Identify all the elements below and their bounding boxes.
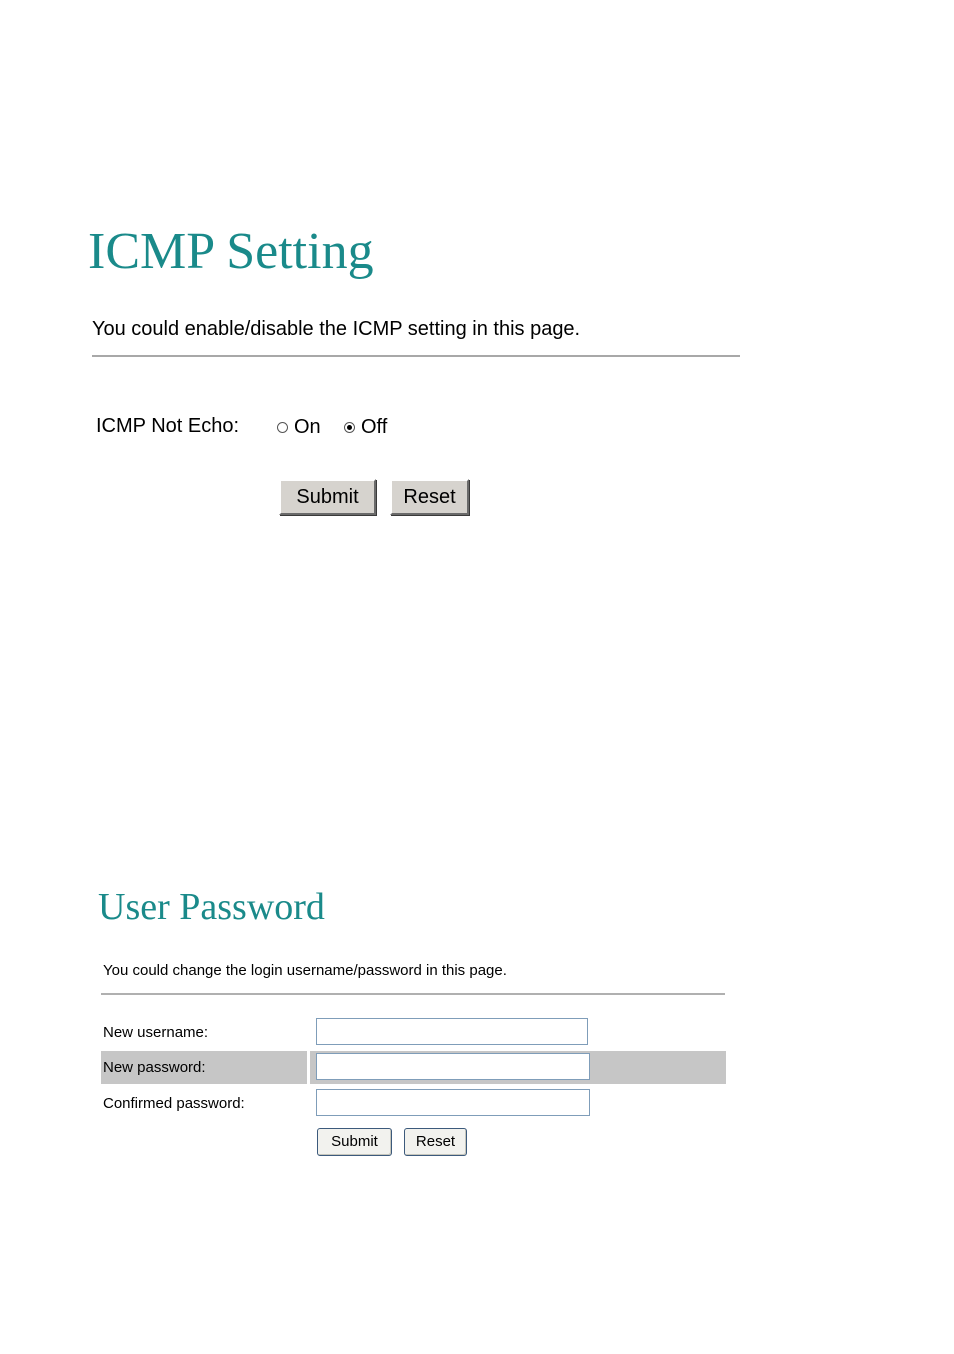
radio-on-label: On <box>294 416 321 438</box>
password-divider <box>101 993 725 995</box>
new-username-input[interactable] <box>316 1018 588 1045</box>
new-password-input[interactable] <box>316 1053 590 1080</box>
icmp-not-echo-label: ICMP Not Echo: <box>96 415 240 437</box>
icmp-page-title: ICMP Setting <box>88 223 374 280</box>
password-submit-button[interactable]: Submit <box>317 1128 392 1156</box>
radio-on-icon[interactable] <box>277 422 288 433</box>
icmp-radio-on[interactable] <box>277 414 321 440</box>
icmp-radio-off[interactable] <box>344 414 387 440</box>
confirmed-password-input[interactable] <box>316 1089 590 1116</box>
new-username-label: New username: <box>103 1024 209 1041</box>
icmp-reset-button[interactable]: Reset <box>390 479 469 515</box>
icmp-description: You could enable/disable the ICMP setting in this page. <box>92 318 581 340</box>
confirmed-password-label: Confirmed password: <box>103 1095 245 1112</box>
password-page-title: User Password <box>98 886 325 928</box>
password-row-cell-divider <box>307 1051 310 1084</box>
radio-off-label: Off <box>361 416 388 438</box>
radio-off-icon[interactable] <box>344 422 355 433</box>
password-description: You could change the login username/password in this page. <box>103 962 507 979</box>
password-reset-button[interactable]: Reset <box>404 1128 467 1156</box>
new-password-label: New password: <box>103 1059 206 1076</box>
icmp-divider <box>92 355 740 357</box>
icmp-submit-button[interactable]: Submit <box>279 479 376 515</box>
